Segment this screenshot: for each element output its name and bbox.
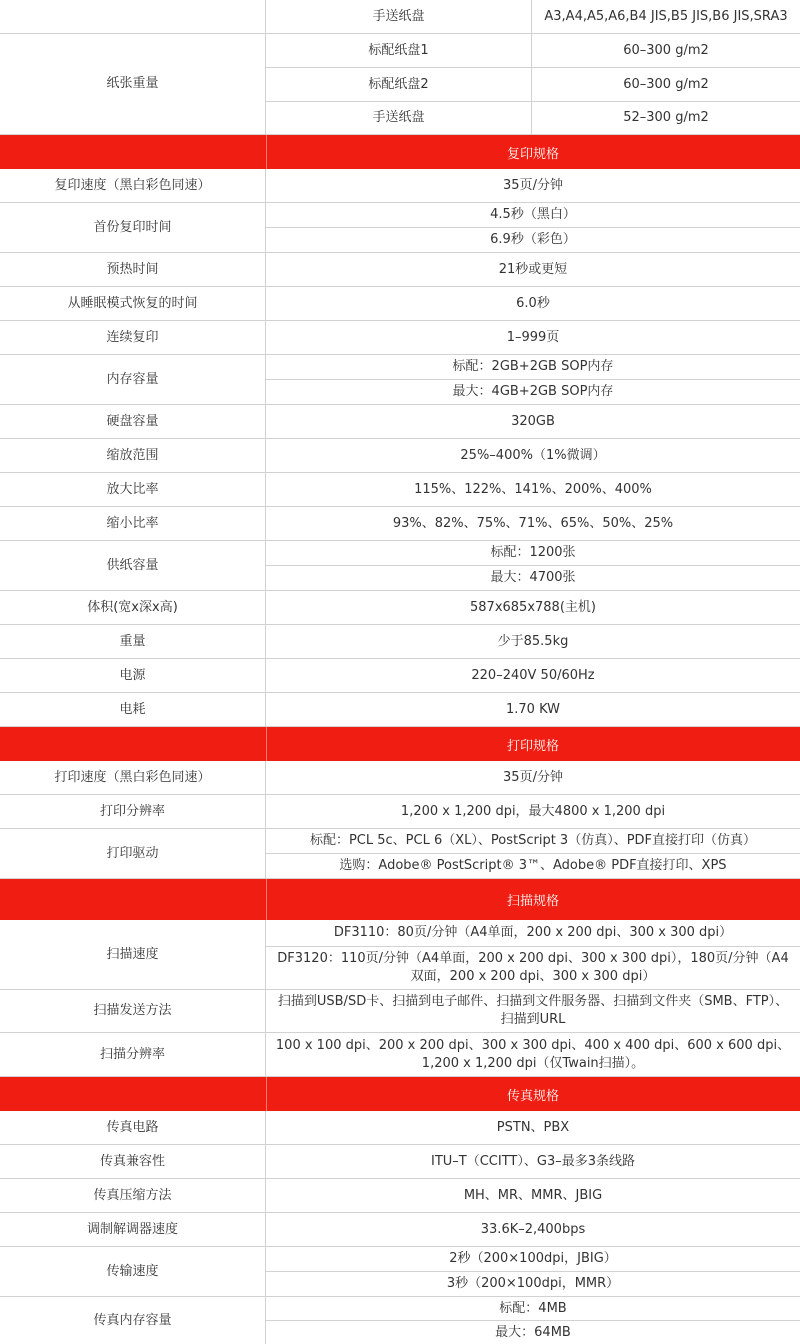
- spec-value: 100 x 100 dpi、200 x 200 dpi、300 x 300 dpi、400 x 400 dpi、600 x 600 dpi、1,200 x 1,200 dpi（仅Twain扫描）。: [266, 1033, 800, 1077]
- spec-value: ITU–T（CCITT）、G3–最多3条线路: [266, 1145, 800, 1179]
- spec-value: 标配：PCL 5c、PCL 6（XL）、PostScript 3（仿真）、PDF直接打印（仿真）: [266, 829, 800, 854]
- spec-value: 选购：Adobe® PostScript® 3™、Adobe® PDF直接打印、XPS: [266, 854, 800, 879]
- row-label: 调制解调器速度: [0, 1213, 266, 1247]
- spec-value: 4.5秒（黑白）: [266, 203, 800, 228]
- row-label: 传真电路: [0, 1111, 266, 1145]
- spec-value: 最大：4GB+2GB SOP内存: [266, 380, 800, 405]
- spec-value: 1.70 KW: [266, 693, 800, 727]
- spec-value: 52–300 g/m2: [532, 102, 800, 135]
- row-label-empty: [0, 0, 266, 34]
- row-label: 打印分辨率: [0, 795, 266, 829]
- section-header-fax: [0, 1077, 800, 1111]
- row-label: 从睡眠模式恢复的时间: [0, 287, 266, 321]
- spec-value: DF3110：80页/分钟（A4单面，200 x 200 dpi、300 x 300 dpi）: [266, 920, 800, 947]
- spec-value: 35页/分钟: [266, 169, 800, 203]
- row-label: 传真压缩方法: [0, 1179, 266, 1213]
- row-label: 传输速度: [0, 1247, 266, 1297]
- spec-value: 3秒（200×100dpi，MMR）: [266, 1272, 800, 1297]
- spec-value: 21秒或更短: [266, 253, 800, 287]
- section-header-copy: [0, 135, 800, 169]
- row-label: 复印速度（黑白彩色同速）: [0, 169, 266, 203]
- section-title: 扫描规格: [506, 894, 559, 909]
- spec-value: 320GB: [266, 405, 800, 439]
- row-label: 扫描速度: [0, 920, 266, 990]
- spec-value: 33.6K–2,400bps: [266, 1213, 800, 1247]
- sub-label: 标配纸盘1: [266, 34, 532, 68]
- sub-label: 手送纸盘: [266, 0, 532, 34]
- spec-value: 标配：4MB: [266, 1297, 800, 1321]
- row-label: 硬盘容量: [0, 405, 266, 439]
- spec-value: 少于85.5kg: [266, 625, 800, 659]
- row-label: 体积(宽x深x高): [0, 591, 266, 625]
- spec-value: 1–999页: [266, 321, 800, 355]
- spec-value: 扫描到USB/SD卡、扫描到电子邮件、扫描到文件服务器、扫描到文件夹（SMB、FTP）、扫描到URL: [266, 990, 800, 1033]
- row-label: 供纸容量: [0, 541, 266, 591]
- row-label: 连续复印: [0, 321, 266, 355]
- spec-value: 标配：2GB+2GB SOP内存: [266, 355, 800, 380]
- section-title: 复印规格: [506, 146, 559, 162]
- row-label: 纸张重量: [0, 34, 266, 135]
- spec-value: 标配：1200张: [266, 541, 800, 566]
- row-label: 内存容量: [0, 355, 266, 405]
- spec-value: 最大：4700张: [266, 566, 800, 591]
- spec-value: DF3120：110页/分钟（A4单面，200 x 200 dpi、300 x 300 dpi），180页/分钟（A4双面，200 x 200 dpi、300 x 300 dpi）: [266, 947, 800, 990]
- spec-value: 115%、122%、141%、200%、400%: [266, 473, 800, 507]
- section-title: 打印规格: [506, 738, 559, 754]
- spec-value: 6.0秒: [266, 287, 800, 321]
- spec-value: MH、MR、MMR、JBIG: [266, 1179, 800, 1213]
- row-label: 电耗: [0, 693, 266, 727]
- spec-value: 25%–400%（1%微调）: [266, 439, 800, 473]
- row-label: 缩小比率: [0, 507, 266, 541]
- row-label: 扫描分辨率: [0, 1033, 266, 1077]
- row-label: 电源: [0, 659, 266, 693]
- spec-value: 587x685x788(主机): [266, 591, 800, 625]
- sub-label: 标配纸盘2: [266, 68, 532, 102]
- spec-value: A3,A4,A5,A6,B4 JIS,B5 JIS,B6 JIS,SRA3: [532, 0, 800, 34]
- row-label: 传真内存容量: [0, 1297, 266, 1344]
- spec-value: 60–300 g/m2: [532, 68, 800, 102]
- spec-value: PSTN、PBX: [266, 1111, 800, 1145]
- row-label: 缩放范围: [0, 439, 266, 473]
- row-label: 放大比率: [0, 473, 266, 507]
- spec-value: 220–240V 50/60Hz: [266, 659, 800, 693]
- section-header-print: [0, 727, 800, 761]
- row-label: 打印速度（黑白彩色同速）: [0, 761, 266, 795]
- spec-value: 2秒（200×100dpi，JBIG）: [266, 1247, 800, 1272]
- spec-value: 93%、82%、75%、71%、65%、50%、25%: [266, 507, 800, 541]
- spec-value: 60–300 g/m2: [532, 34, 800, 68]
- spec-value: 35页/分钟: [266, 761, 800, 795]
- section-header-scan: [0, 879, 800, 920]
- section-title: 传真规格: [506, 1088, 559, 1104]
- row-label: 打印驱动: [0, 829, 266, 879]
- spec-value: 6.9秒（彩色）: [266, 228, 800, 253]
- sub-label: 手送纸盘: [266, 102, 532, 135]
- row-label: 重量: [0, 625, 266, 659]
- row-label: 首份复印时间: [0, 203, 266, 253]
- spec-value: 最大：64MB: [495, 1324, 571, 1340]
- spec-value: 1,200 x 1,200 dpi，最大4800 x 1,200 dpi: [266, 795, 800, 829]
- row-label: 传真兼容性: [0, 1145, 266, 1179]
- row-label: 扫描发送方法: [0, 990, 266, 1033]
- row-label: 预热时间: [0, 253, 266, 287]
